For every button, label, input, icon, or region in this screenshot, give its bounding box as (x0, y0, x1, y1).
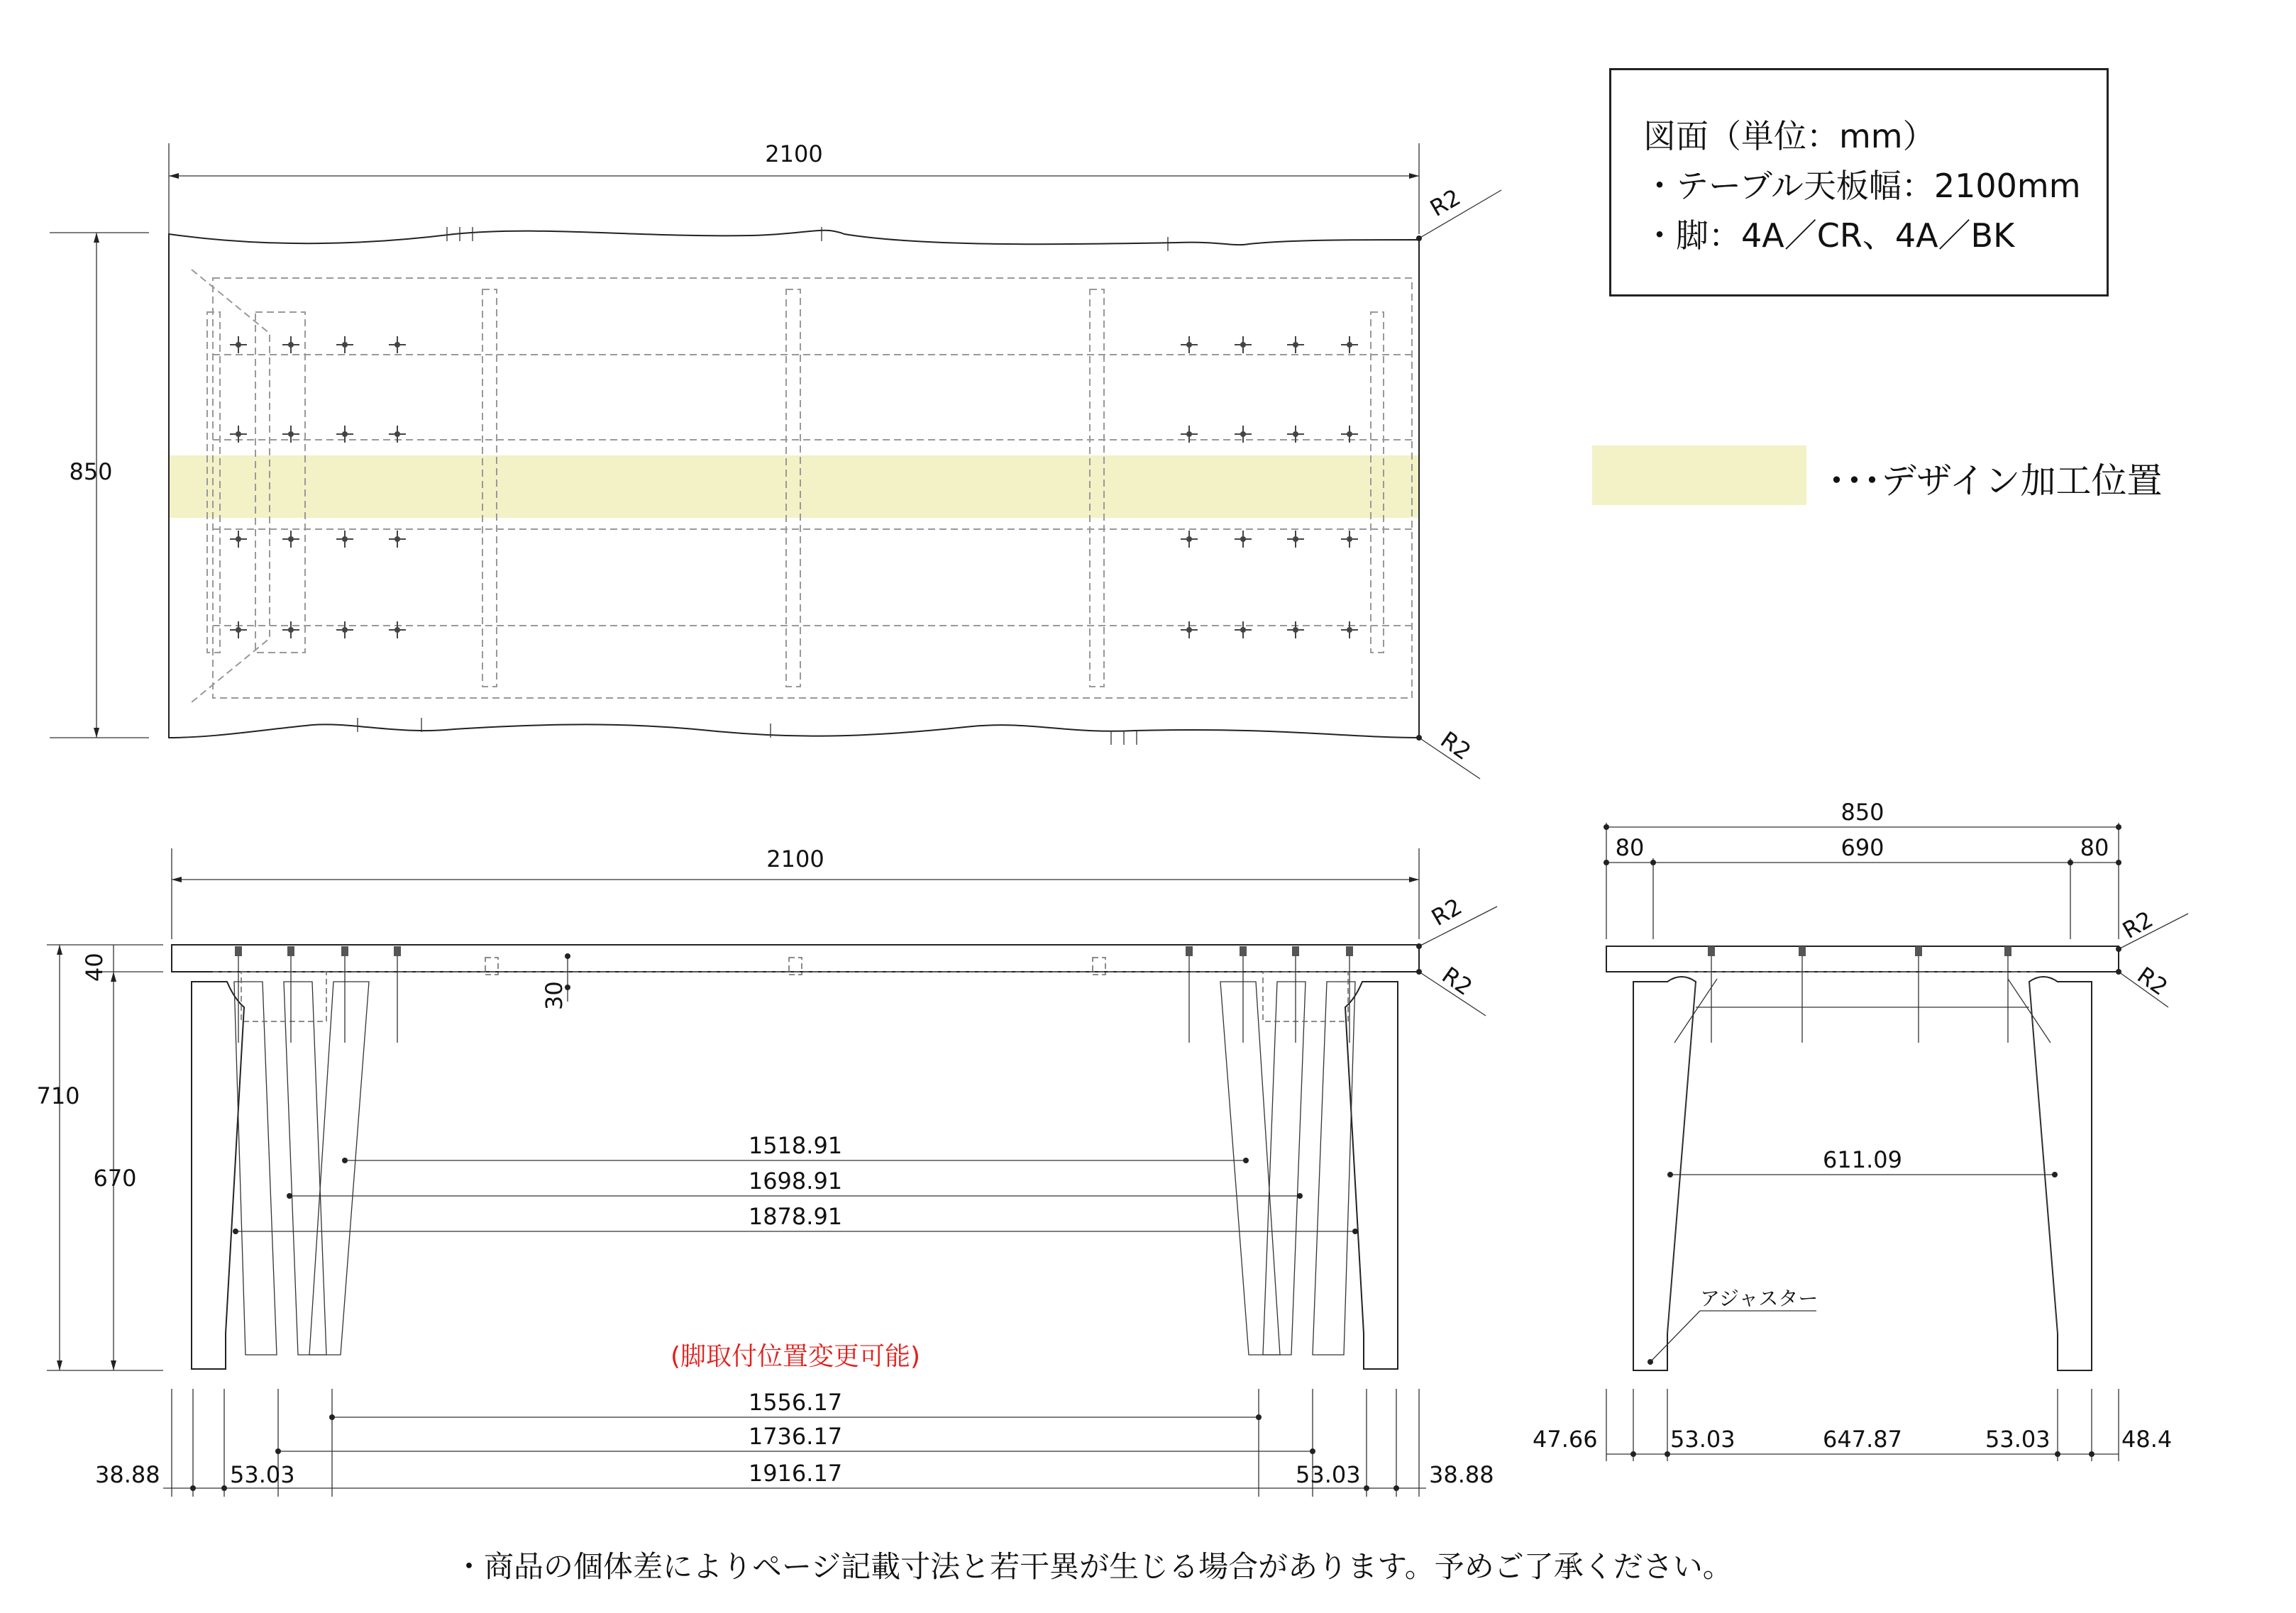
side-view (1533, 799, 2188, 1461)
legend-tabletop-width: ・テーブル天板幅：2100mm (1643, 167, 2081, 205)
front-height-leg: 670 (93, 1165, 137, 1192)
top-view (50, 140, 1501, 779)
side-inner-width: 690 (1840, 834, 1884, 861)
front-radius-bottom: R2 (1437, 961, 1478, 1001)
front-height-total: 710 (36, 1082, 80, 1109)
side-radius-bottom: R2 (2132, 961, 2173, 1001)
front-view (36, 846, 1497, 1497)
front-inner-dim-3: 1878.91 (748, 1203, 843, 1230)
front-foot-dim-1: 1556.17 (748, 1389, 843, 1416)
footer-note: ・商品の個体差によりページ記載寸法と若干異が生じる場合があります。予めご了承ください。 (454, 1549, 1733, 1584)
top-width-label: 2100 (765, 140, 823, 167)
side-bottom-dim-1: 47.66 (1533, 1426, 1598, 1453)
side-inner-dim: 611.09 (1823, 1146, 1902, 1173)
front-width-label: 2100 (766, 846, 824, 872)
front-foot-right: 53.03 (1296, 1461, 1361, 1488)
adjuster-label: アジャスター (1700, 1287, 1818, 1310)
top-radius-bottom: R2 (1435, 726, 1477, 765)
front-apron-offset: 30 (541, 981, 568, 1010)
front-edge-left: 38.88 (95, 1461, 160, 1488)
side-bottom-dim-3: 647.87 (1823, 1426, 1902, 1453)
legend-title: 図面（単位：mm） (1643, 117, 1936, 155)
front-foot-dim-3: 1916.17 (748, 1460, 843, 1487)
side-width-label: 850 (1840, 799, 1884, 826)
side-right-margin: 80 (2080, 834, 2109, 861)
design-band (169, 455, 1419, 518)
legend-leg-options: ・脚：4A／CR、4A／BK (1643, 216, 2015, 255)
side-bottom-dim-5: 48.4 (2121, 1426, 2173, 1453)
front-radius-top: R2 (1427, 892, 1467, 931)
front-foot-left: 53.03 (230, 1461, 295, 1488)
side-bottom-dim-4: 53.03 (1985, 1426, 2051, 1453)
design-area-label: ･･･デザイン加工位置 (1828, 460, 2163, 501)
front-top-thickness: 40 (81, 953, 108, 982)
top-radius-top: R2 (1425, 183, 1465, 222)
side-radius-top: R2 (2118, 905, 2158, 944)
side-bottom-dim-2: 53.03 (1670, 1426, 1735, 1453)
front-inner-dim-2: 1698.91 (748, 1168, 843, 1194)
front-edge-right: 38.88 (1429, 1461, 1494, 1488)
front-inner-dim-1: 1518.91 (748, 1132, 843, 1159)
front-foot-dim-2: 1736.17 (748, 1423, 843, 1450)
side-left-margin: 80 (1615, 834, 1645, 861)
leg-position-note: (脚取付位置変更可能) (670, 1342, 921, 1371)
top-depth-label: 850 (69, 458, 113, 485)
